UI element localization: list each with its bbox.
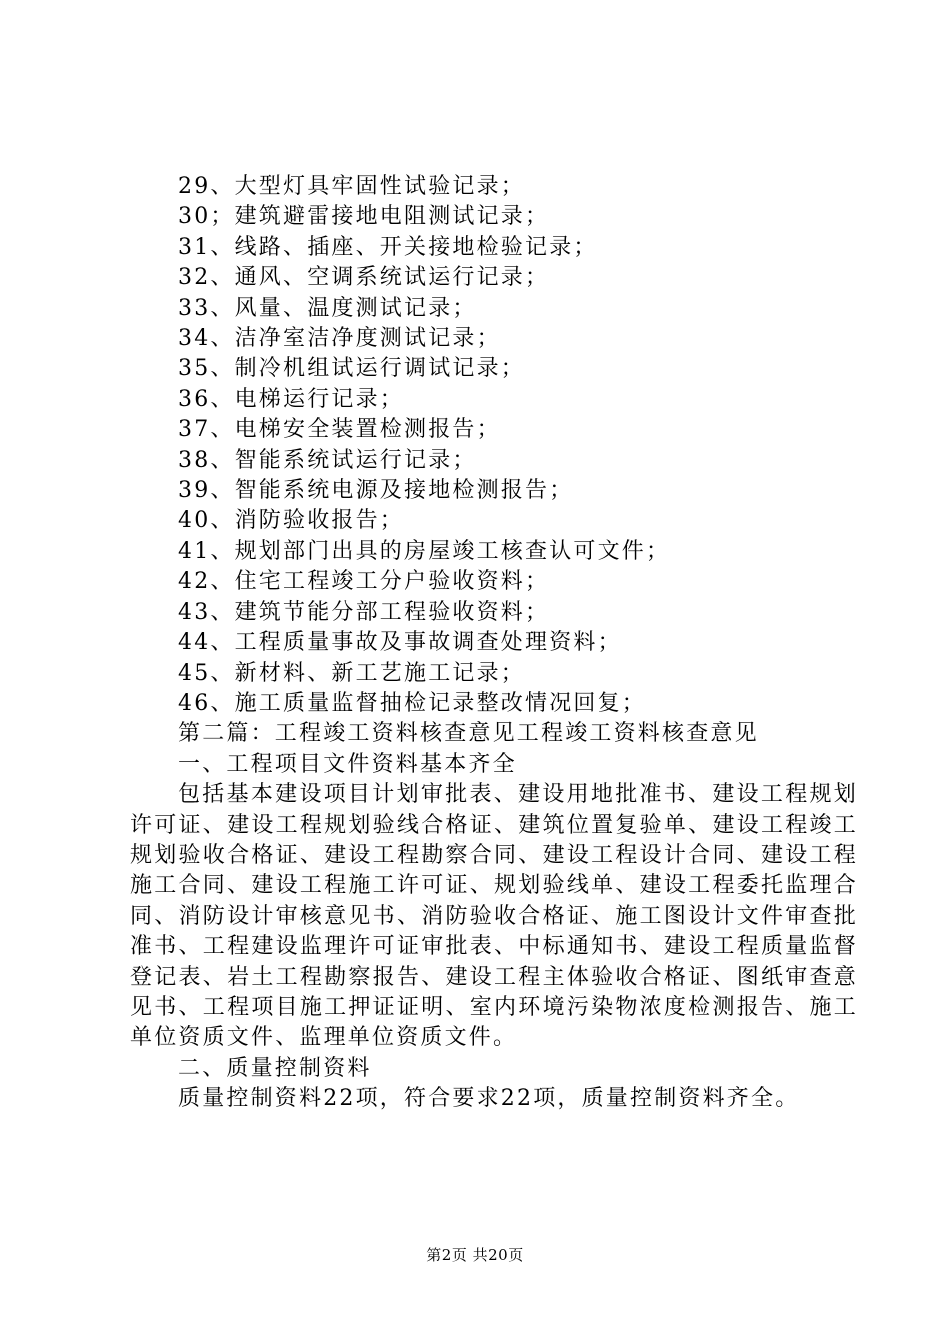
heading-project-documents: 一、工程项目文件资料基本齐全 [178,751,517,777]
list-item: 37、电梯安全装置检测报告； [178,417,501,443]
list-item: 29、大型灯具牢固性试验记录； [178,174,525,199]
list-item: 36、电梯运行记录； [178,386,404,412]
list-item: 35、制冷机组试运行调试记录； [178,356,525,382]
document-body [130,172,858,1115]
list-item: 31、线路、插座、开关接地检验记录； [178,234,598,260]
section-title: 第二篇：工程竣工资料核查意见工程竣工资料核查意见 [178,721,759,747]
heading-quality-control: 二、质量控制资料 [178,1055,372,1081]
paragraph-quality-control: 质量控制资料22项，符合要求22项，质量控制资料齐全。 [178,1086,800,1112]
list-item: 34、洁净室洁净度测试记录； [178,326,501,352]
list-item: 38、智能系统试运行记录； [178,447,477,473]
paragraph-project-documents: 包括基本建设项目计划审批表、建设用地批准书、建设工程规划许可证、建设工程规划验线合格证、建筑位置复验单、建设工程竣工规划验收合格证、建设工程勘察合同、建设工程设计合同、建设工程施工合同、建设工程施工许可证、规划验线单、建设工程委托监理合同、消防设计审核意见书、消防验收合格证、施工图设计文件审查批准书、工程建设监理许可证审批表、中标通知书、建设工程质量监督登记表、岩土工程勘察报告、建设工程主体验收合格证、图纸审查意见书、工程项目施工押证证明、室内环境污染物浓度检测报告、施工单位资质文件、监理单位资质文件。 [130,782,858,1051]
list-item: 39、智能系统电源及接地检测报告； [178,478,574,504]
list-item: 30；建筑避雷接地电阻测试记录； [178,204,550,230]
list-item: 45、新材料、新工艺施工记录； [178,660,525,686]
page-footer: 第2页 共20页 [426,1246,524,1264]
list-item: 41、规划部门出具的房屋竣工核查认可文件； [178,538,671,564]
list-item: 46、施工质量监督抽检记录整改情况回复； [178,690,646,716]
list-item: 33、风量、温度测试记录； [178,295,477,321]
list-item: 43、建筑节能分部工程验收资料； [178,599,550,625]
list-item: 40、消防验收报告； [178,508,404,534]
list-item: 42、住宅工程竣工分户验收资料； [178,569,550,595]
list-item: 44、工程质量事故及事故调查处理资料； [178,630,622,656]
list-item: 32、通风、空调系统试运行记录； [178,265,550,291]
